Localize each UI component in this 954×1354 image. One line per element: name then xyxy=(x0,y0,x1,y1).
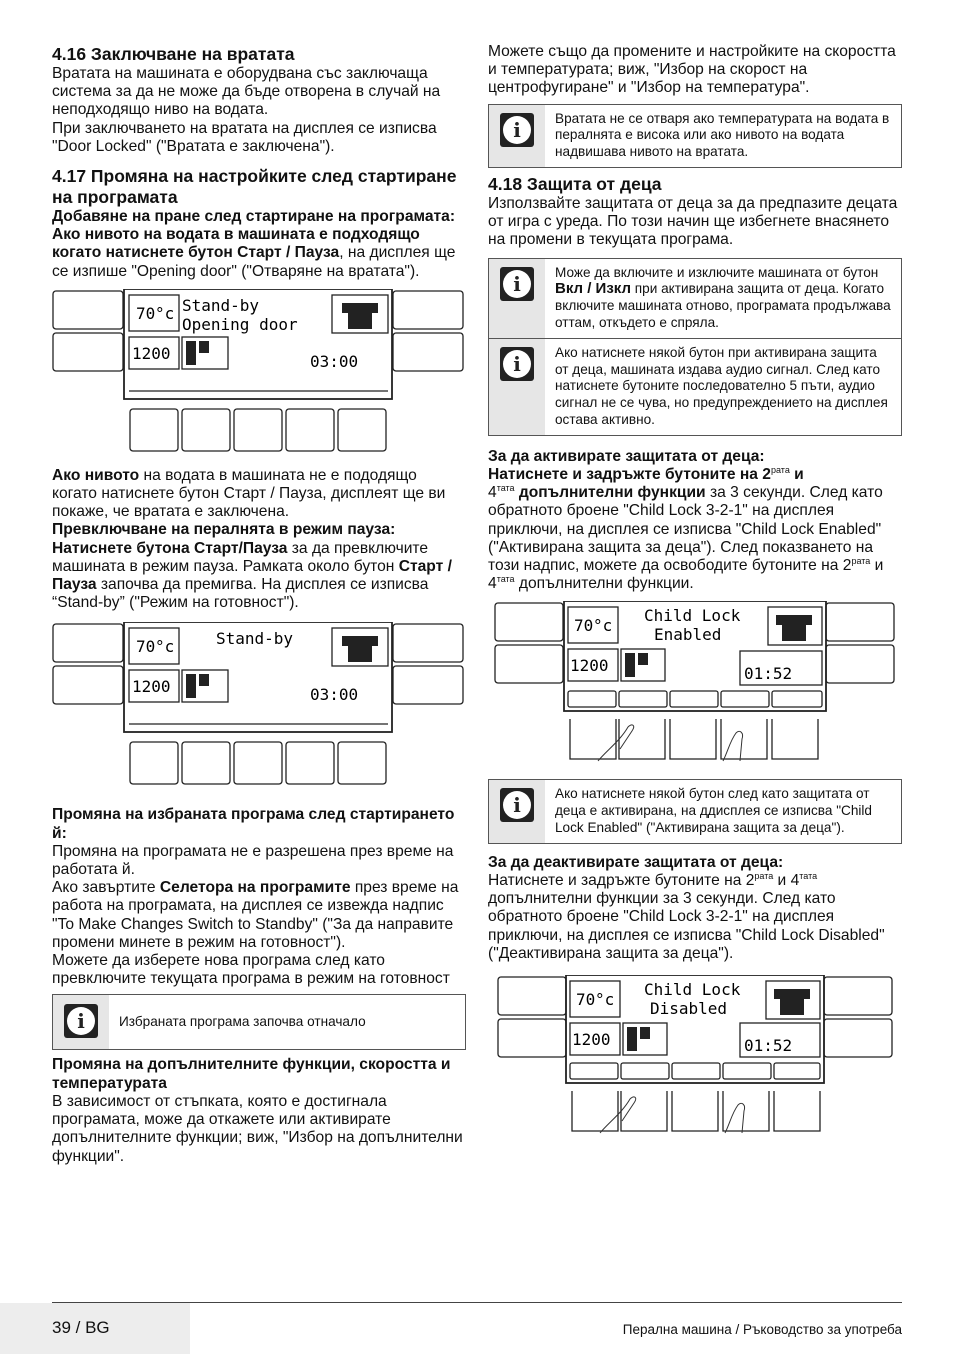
control-panel-illustration xyxy=(488,601,902,766)
paragraph: Натиснете и задръжте бутоните на $2^{рата}$ и $4^{тата}$ допълнителни функции за 3 секунди. След като обратното броене "Child Lock 3-2-1" на дисплея приключи, на дисплея се изписва "Child Lock Disabled" ("Деактивирана защита за деца"). xyxy=(488,870,885,962)
control-panel-illustration xyxy=(52,289,466,454)
info-note: i Ако натиснете някой бутон след като защитата от деца е активирана, на ддисплея се изписва "Child Lock Enabled" ("Активирана защита за деца"). xyxy=(488,779,902,843)
display-line-1: Stand-by xyxy=(182,295,260,315)
spin-readout: 1200 xyxy=(570,656,609,676)
info-note-stack: i Може да включите и изключите машината от бутон Вкл / Изкл при активирана защита от деца. Когато включите машината отново, програмата продължава оттам, откъдето е спряла. i Ако натиснете някой бутон при активирана защита от деца, машината издава аудио сигнал. След като натиснете бутоните последователно 5 пъти, аудио сигнал не се чува, но предупреждението на дисплея остава активно. xyxy=(488,258,902,436)
spin-readout: 1200 xyxy=(572,1030,611,1050)
temp-readout: 70 xyxy=(576,990,596,1010)
section-title-4-18: 4.18 Защита от деца xyxy=(488,174,662,194)
paragraph: Ако нивото на водата в машината не е пододящо когато натиснете бутон Старт / Пауза, дисплеят ще ви покаже, че вратата е заключена. xyxy=(52,466,446,521)
display-line-2: Enabled xyxy=(654,625,722,645)
info-icon: i xyxy=(500,788,534,822)
control-panel-illustration xyxy=(52,622,466,787)
paragraph: В зависимост от стъпката, която е достигнала програмата, може да откажете или активирате допълнителните функции; виж, "Избор на допълнителни функции". xyxy=(52,1092,463,1165)
shirt-icon xyxy=(776,615,812,641)
subheading: За да активирате защитата от деца: xyxy=(488,447,765,465)
info-note: i Вратата не се отваря ако температурата на водата в пералнята е висока или ако нивото на водата надвишава нивото на вратата. xyxy=(488,104,902,168)
paragraph: Ако нивото на водата в машината е подходящо когато натиснете бутон Старт / Пауза, на дисплея ще се изпише "Opening door" ("Отваряне на вратата"). xyxy=(52,226,456,280)
control-panel-illustration xyxy=(488,975,902,1140)
shirt-icon xyxy=(774,989,810,1015)
shirt-icon xyxy=(342,303,378,329)
time-readout: 03:00 xyxy=(310,351,359,371)
paragraph: Промяна на програмата не е разрешена през време на работата й. xyxy=(52,842,454,879)
paragraph: Натиснете и задръжте бутоните на $2^{рата}$ и $4^{тата}$ допълнителни функции за 3 секунди. След като обратното броене "Child Lock 3-2-1" на дисплея приключи, на дисплея се изписва "Child Lock Enabled" ("Активирана защита за деца"). След показването на този надпис, можете да освободите бутоните на $2^{рата}$ и $4^{тата}$ допълнителни функции. xyxy=(488,464,884,593)
subheading: Промяна на избраната програма след стартирането й: xyxy=(52,806,455,842)
temp-readout: 70 xyxy=(136,637,156,657)
page-number: 39 / BG xyxy=(52,1318,110,1337)
svg-text:°c: °c xyxy=(593,616,613,636)
paragraph: При заключването на вратата на дисплея се изписва "Door Locked" ("Вратата е заключена"). xyxy=(52,119,437,155)
paragraph: Можете да изберете нова програма след като превключите текущата програма в режим на готовност xyxy=(52,952,450,988)
display-child-lock-enabled xyxy=(488,601,902,771)
paragraph: Вратата на машината е оборудвана със заключаща система за да не може да бъде отворена в случай на неподходящо ниво на водата. xyxy=(52,65,441,119)
subheading: За да деактивирате защитата от деца: xyxy=(488,853,784,871)
info-icon: i xyxy=(500,267,534,301)
time-readout: 01:52 xyxy=(744,1036,793,1056)
time-readout: 03:00 xyxy=(310,685,359,705)
time-readout: 01:52 xyxy=(744,664,793,684)
subheading: Превключване на пералнята в режим пауза: xyxy=(52,521,396,539)
footer-title: Перална машина / Ръководство за употреба xyxy=(622,1322,902,1337)
svg-text:°c: °c xyxy=(155,303,175,323)
display-line-1: Child Lock xyxy=(644,980,741,1000)
svg-text:°c: °c xyxy=(155,637,175,657)
section-title-4-17: 4.17 Промяна на настройките след стартиране на програмата xyxy=(52,166,457,208)
display-standby xyxy=(52,622,466,792)
display-line-2: Disabled xyxy=(650,999,728,1019)
shirt-icon xyxy=(342,636,378,662)
right-column xyxy=(488,43,902,1153)
subheading: Добавяне на пране след стартиране на програмата: xyxy=(52,208,456,226)
display-line-2: Opening door xyxy=(182,314,298,334)
section-title-4-16: 4.16 Заключване на вратата xyxy=(52,44,295,64)
info-note: i Избраната програма започва отначало xyxy=(52,994,466,1050)
display-child-lock-disabled xyxy=(488,975,902,1145)
footer-divider xyxy=(52,1302,902,1303)
left-column xyxy=(52,40,466,1166)
info-icon: i xyxy=(500,347,534,381)
info-icon: i xyxy=(64,1004,98,1038)
subheading: Промяна на допълнителните функции, скоростта и температурата xyxy=(52,1056,451,1092)
display-line-1: Stand-by xyxy=(216,629,294,649)
spin-readout: 1200 xyxy=(132,343,171,363)
svg-text:°c: °c xyxy=(595,990,615,1010)
paragraph: Натиснете бутона Старт/Пауза за да превключите машината в режим пауза. Рамката около бутон Старт / Пауза започва да премигва. На дисплея се изписва “Stand-by” ("Режим на готовност"). xyxy=(52,539,452,612)
info-icon: i xyxy=(500,113,534,147)
display-opening-door xyxy=(52,289,466,459)
temp-readout: 70 xyxy=(574,616,594,636)
spin-readout: 1200 xyxy=(132,677,171,697)
paragraph: Използвайте защитата от деца за да предпазите децата от игра с уреда. По този начин ще избегнете внасянето на промени в текущата програма. xyxy=(488,195,898,249)
paragraph: Ако завъртите Селетора на програмите през време на работа на програмата, на дисплея се извежда надпис "To Make Changes Switch to Standby" ("За да направите промени минете в режим на готовност"). xyxy=(52,879,459,951)
temp-readout: 70 xyxy=(136,303,156,323)
display-line-1: Child Lock xyxy=(644,606,741,626)
paragraph: Можете също да промените и настройките на скоростта и температурата; виж, "Избор на скорост на центрофугиране" и "Избор на температура". xyxy=(488,43,896,97)
